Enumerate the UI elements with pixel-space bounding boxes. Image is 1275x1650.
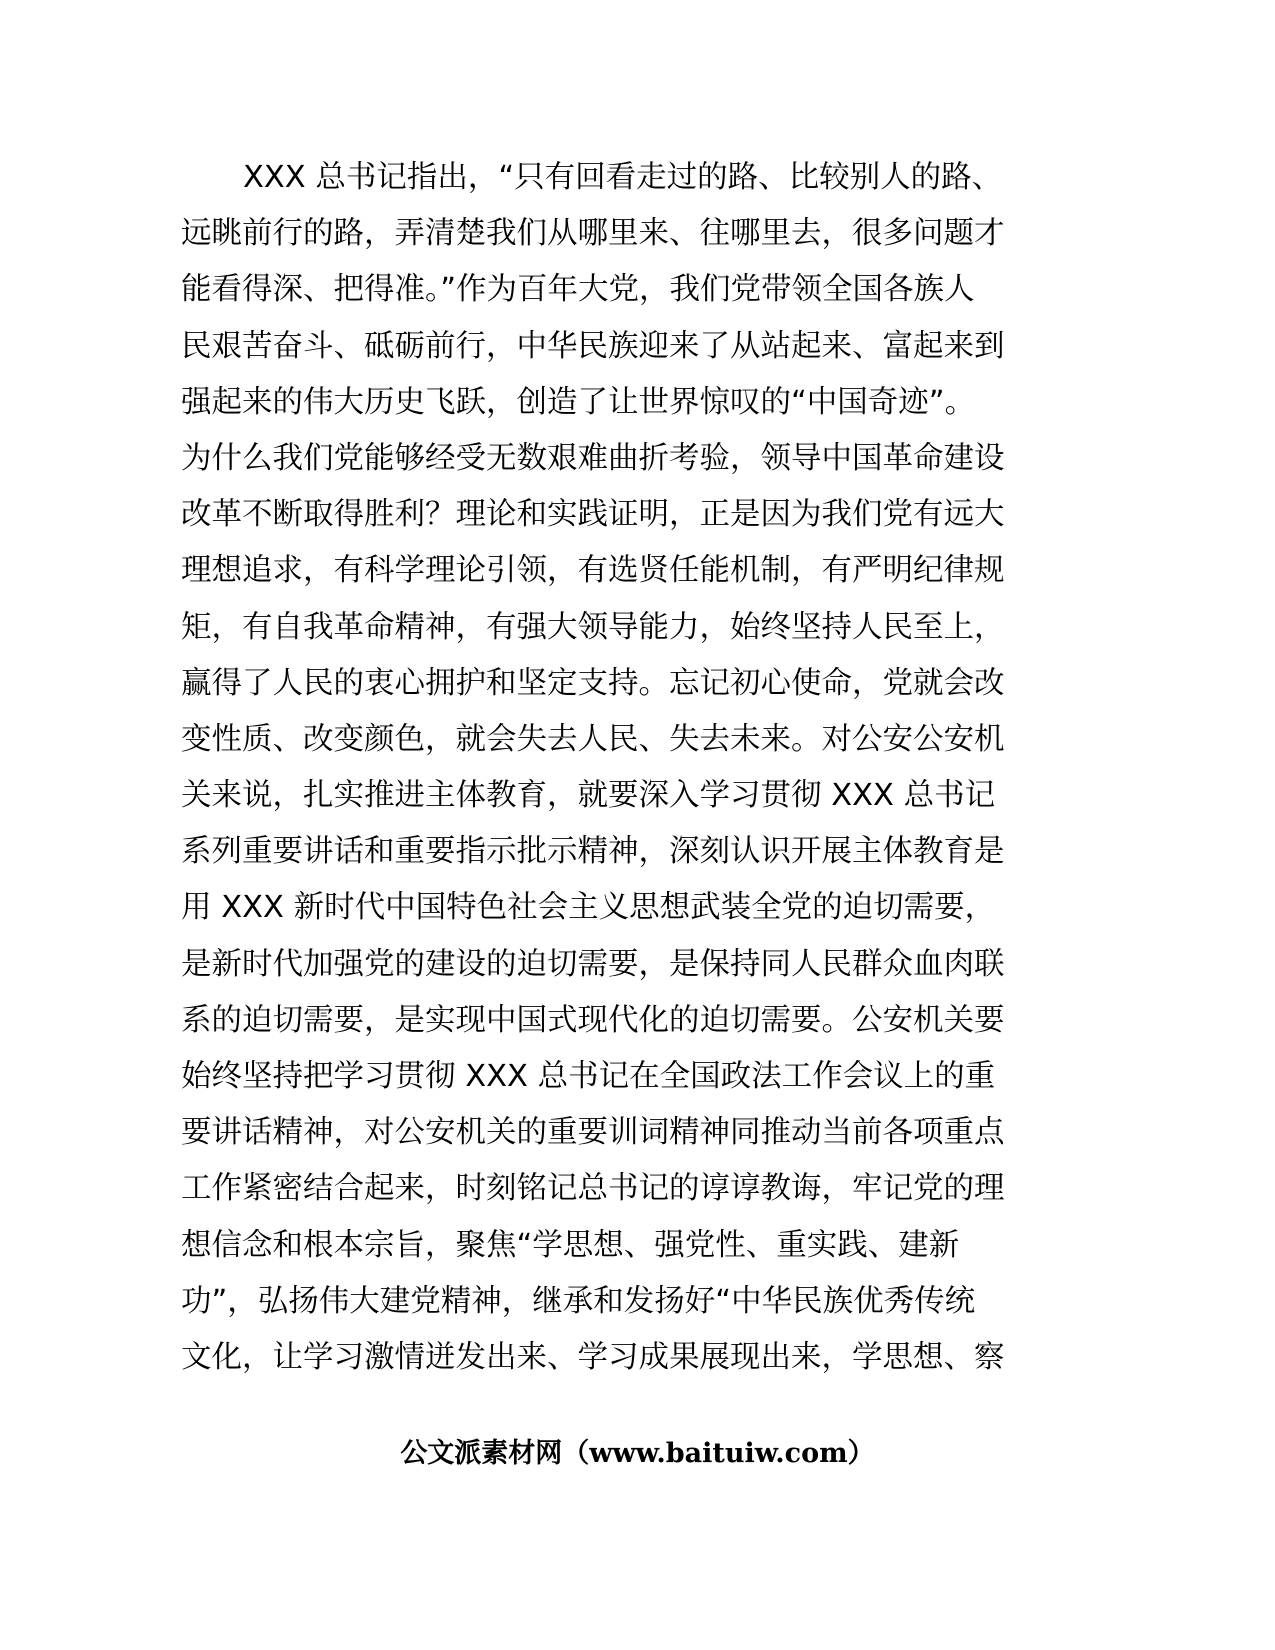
paragraph-line-22: 文化，让学习激情迸发出来、学习成果展现出来，学思想、察	[181, 1339, 1005, 1375]
paragraph-line-4: 民艰苦奋斗、砥砺前行，中华民族迎来了从站起来、富起来到	[181, 328, 1005, 364]
footer-watermark: 公文派素材网（www.baituiw.com）	[400, 1438, 875, 1469]
paragraph-line-21: 功”，弘扬伟大建党精神，继承和发扬好“中华民族优秀传统	[181, 1283, 976, 1319]
paragraph-line-17: 始终坚持把学习贯彻 XXX 总书记在全国政法工作会议上的重	[181, 1059, 996, 1094]
paragraph-line-3: 能看得深、把得准。”作为百年大党，我们党带领全国各族人	[181, 272, 975, 308]
paragraph-line-7: 改革不断取得胜利？理论和实践证明，正是因为我们党有远大	[181, 497, 1005, 533]
paragraph-line-9: 矩，有自我革命精神，有强大领导能力，始终坚持人民至上，	[181, 609, 1005, 645]
paragraph-line-6: 为什么我们党能够经受无数艰难曲折考验，领导中国革命建设	[181, 440, 1005, 476]
paragraph-line-15: 是新时代加强党的建设的迫切需要，是保持同人民群众血肉联	[181, 946, 1005, 982]
paragraph-line-2: 远眺前行的路，弄清楚我们从哪里来、往哪里去，很多问题才	[181, 216, 1005, 252]
paragraph-line-19: 工作紧密结合起来，时刻铭记总书记的谆谆教诲，牢记党的理	[181, 1171, 1005, 1207]
paragraph-line-16: 系的迫切需要，是实现中国式现代化的迫切需要。公安机关要	[181, 1002, 1005, 1038]
paragraph-line-13: 系列重要讲话和重要指示批示精神，深刻认识开展主体教育是	[181, 834, 1005, 870]
paragraph-line-10: 赢得了人民的衷心拥护和坚定支持。忘记初心使命，党就会改	[181, 665, 1005, 701]
paragraph-line-8: 理想追求，有科学理论引领，有选贤任能机制，有严明纪律规	[181, 553, 1005, 589]
paragraph-line-18: 要讲话精神，对公安机关的重要训词精神同推动当前各项重点	[181, 1115, 1005, 1151]
paragraph-line-5: 强起来的伟大历史飞跃，创造了让世界惊叹的“中国奇迹”。	[181, 384, 976, 420]
paragraph-line-14: 用 XXX 新时代中国特色社会主义思想武装全党的迫切需要，	[181, 890, 996, 926]
paragraph-line-20: 想信念和根本宗旨，聚焦“学思想、强党性、重实践、建新	[181, 1227, 960, 1263]
paragraph-line-1: XXX 总书记指出，“只有回看走过的路、比较别人的路、	[243, 160, 1003, 195]
paragraph-line-12: 关来说，扎实推进主体教育，就要深入学习贯彻 XXX 总书记	[181, 778, 996, 814]
body-paragraph	[181, 150, 1051, 1386]
paragraph-line-11: 变性质、改变颜色，就会失去人民、失去未来。对公安公安机	[181, 721, 1005, 757]
